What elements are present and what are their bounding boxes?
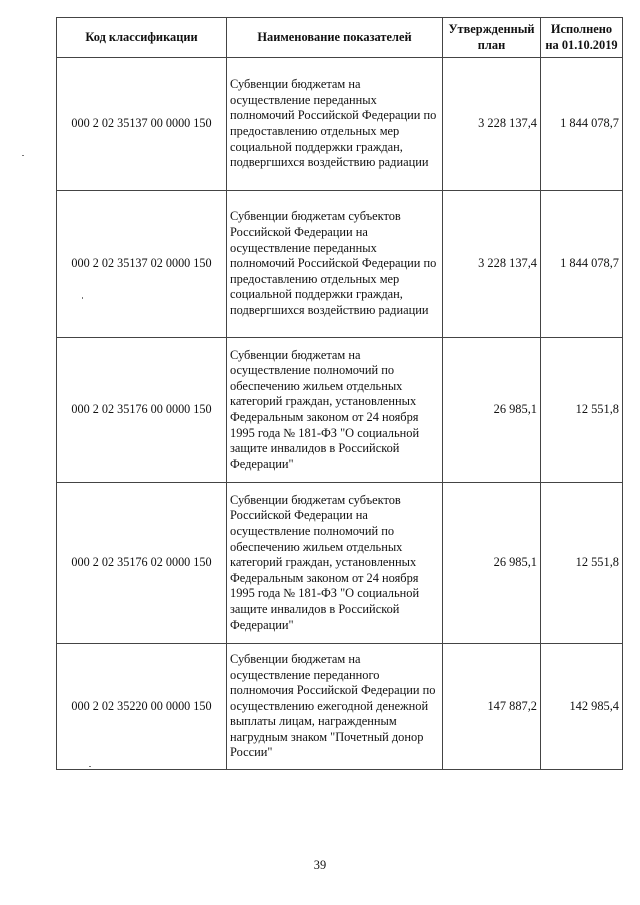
- cell-name: Субвенции бюджетам на осуществление переданных полномочий Российской Федерации по предоставлению отдельных мер социальной поддержки граждан, подвергшихся воздействию радиации: [227, 58, 443, 191]
- scan-speck: [82, 297, 83, 299]
- cell-executed: 1 844 078,7: [541, 191, 623, 338]
- cell-plan: 3 228 137,4: [443, 191, 541, 338]
- cell-executed: 142 985,4: [541, 644, 623, 770]
- cell-executed: 1 844 078,7: [541, 58, 623, 191]
- header-executed: [541, 18, 623, 58]
- header-code: Код классификации: [57, 18, 227, 58]
- header-name: Наименование показателей: [227, 18, 443, 58]
- cell-name: Субвенции бюджетам на осуществление переданного полномочия Российской Федерации по осуществлению ежегодной денежной выплаты лицам, награжденным нагрудным знаком "Почетный донор России": [227, 644, 443, 770]
- table-row: [57, 644, 623, 770]
- header-executed-line2: на 01.10.2019: [545, 37, 618, 52]
- cell-code: 000 2 02 35137 00 0000 150: [57, 58, 227, 191]
- cell-code: 000 2 02 35176 02 0000 150: [57, 483, 227, 644]
- cell-executed: 12 551,8: [541, 483, 623, 644]
- table-row: [57, 58, 623, 191]
- table-header-row: [57, 18, 623, 58]
- table-row: [57, 483, 623, 644]
- scan-speck: [22, 155, 24, 156]
- cell-executed: 12 551,8: [541, 338, 623, 483]
- cell-name: Субвенции бюджетам на осуществление полномочий по обеспечению жильем отдельных категорий граждан, установленных Федеральным законом от 24 ноября 1995 года № 181-ФЗ "О социальной защите инвалидов в Российской Федерации": [227, 338, 443, 483]
- cell-plan: 26 985,1: [443, 338, 541, 483]
- cell-code: 000 2 02 35137 02 0000 150: [57, 191, 227, 338]
- cell-plan: 147 887,2: [443, 644, 541, 770]
- page-number: 39: [313, 858, 327, 872]
- scan-speck: [89, 766, 91, 767]
- header-plan: [443, 18, 541, 58]
- cell-plan: 26 985,1: [443, 483, 541, 644]
- cell-name: Субвенции бюджетам субъектов Российской Федерации на осуществление полномочий по обеспечению жильем отдельных категорий граждан, установленных Федеральным законом от 24 ноября 1995 года № 181-ФЗ "О социальной защите инвалидов в Российской Федерации": [227, 483, 443, 644]
- cell-plan: 3 228 137,4: [443, 58, 541, 191]
- cell-code: 000 2 02 35176 00 0000 150: [57, 338, 227, 483]
- table-row: [57, 191, 623, 338]
- header-plan-line2: план: [477, 37, 506, 52]
- header-plan-line1: Утвержденный: [448, 21, 535, 36]
- table-row: [57, 338, 623, 483]
- budget-table: [56, 17, 623, 770]
- cell-code: 000 2 02 35220 00 0000 150: [57, 644, 227, 770]
- cell-name: Субвенции бюджетам субъектов Российской Федерации на осуществление переданных полномочий Российской Федерации по предоставлению отдельных мер социальной поддержки граждан, подвергшихся воздействию радиации: [227, 191, 443, 338]
- header-executed-line1: Исполнено: [550, 21, 613, 36]
